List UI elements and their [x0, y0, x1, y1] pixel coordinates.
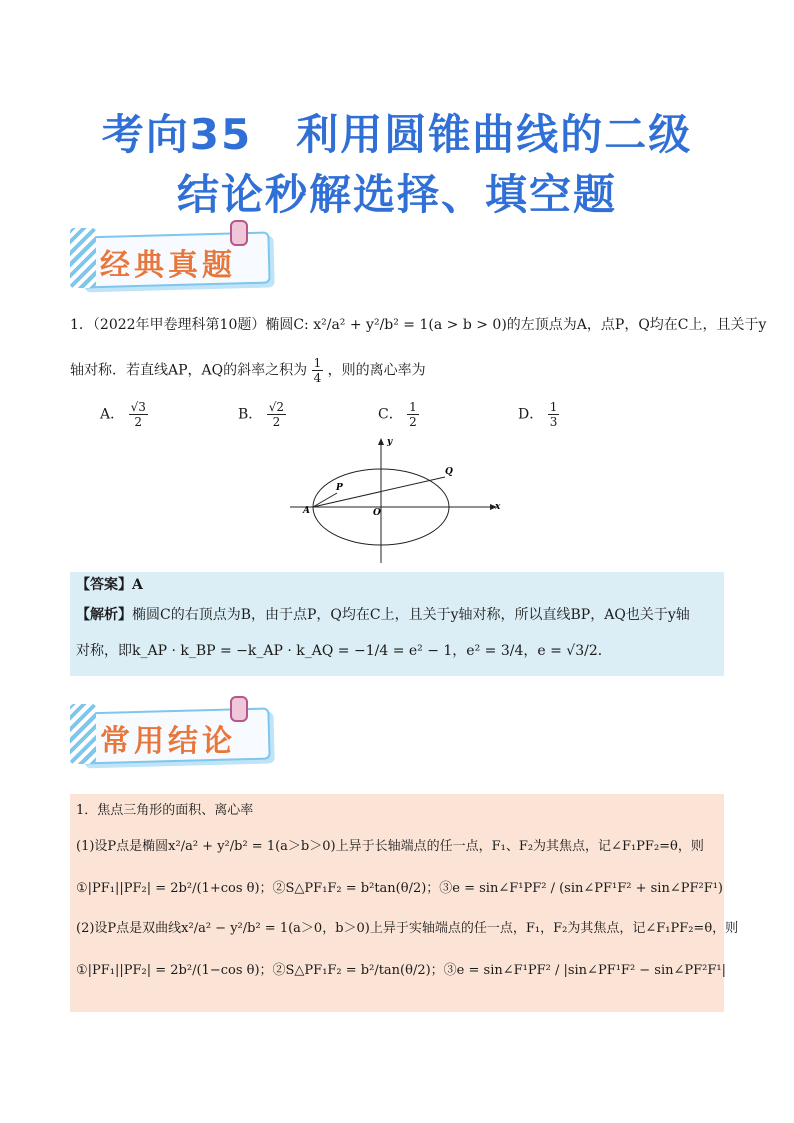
- page-title-line1: 考向35 利用圆锥曲线的二级: [101, 110, 693, 159]
- label-x: x: [495, 502, 501, 512]
- label-p: P: [336, 483, 343, 493]
- fraction-denominator: 4: [313, 371, 322, 385]
- option-c-num: 1: [409, 400, 417, 414]
- conclusion-item2: (2)设P点是双曲线x²/a² − y²/b² = 1(a＞0，b＞0)上异于实轴端点的任一点，F₁，F₂为其焦点，记∠F₁PF₂=θ，则: [76, 921, 739, 936]
- analysis-text1: 椭圆C的右顶点为B，由于点P，Q均在C上，且关于y轴对称，所以直线BP，AQ也关于y轴: [132, 607, 690, 623]
- analysis-tag: 【解析】: [76, 607, 132, 623]
- answer-box: [70, 572, 724, 676]
- option-c-den: 2: [409, 415, 417, 429]
- answer-value: A: [132, 577, 143, 593]
- conclusions-heading: 1．焦点三角形的面积、离心率: [76, 803, 254, 818]
- banner-stripe: [70, 228, 96, 288]
- analysis-line1: [76, 606, 690, 624]
- section-banner-classic: [70, 228, 280, 288]
- option-d: [518, 400, 559, 429]
- section-title-conclusions: 常用结论: [100, 724, 236, 759]
- section-title-classic: 经典真题: [100, 248, 236, 283]
- ellipse-figure: [285, 435, 505, 567]
- fraction-numerator: 1: [313, 356, 322, 370]
- option-b-label: B．: [238, 406, 263, 423]
- question-fraction: [312, 356, 324, 385]
- option-a-label: A．: [100, 406, 125, 423]
- option-c: [378, 400, 419, 429]
- section-banner-conclusions: [70, 704, 280, 764]
- option-c-value: [407, 400, 419, 429]
- option-b-value: [267, 400, 286, 429]
- option-d-label: D．: [518, 406, 544, 423]
- answer-tag: 【答案】: [76, 577, 132, 593]
- option-a-den: 2: [134, 415, 143, 429]
- y-axis-arrow: [378, 438, 384, 445]
- analysis-line2: 对称，即k_AP · k_BP = −k_AP · k_AQ = −1/4 = e² − 1，e² = 3/4，e = √3/2．: [76, 643, 612, 659]
- option-d-den: 3: [549, 415, 558, 429]
- label-a: A: [303, 506, 310, 516]
- label-y: y: [387, 437, 393, 447]
- question-line2: [70, 356, 426, 385]
- line-aq: [313, 477, 445, 507]
- option-b: [238, 400, 286, 429]
- banner-stripe: [70, 704, 96, 764]
- question-line2-pre: 轴对称．若直线AP，AQ的斜率之积为: [70, 362, 308, 379]
- answer-line: [76, 576, 143, 594]
- conclusion-item1-formulas: ①|PF₁||PF₂| = 2b²/(1+cos θ)；②S△PF₁F₂ = b²tan(θ/2)；③e = sin∠F¹PF² / (sin∠PF¹F² + sin∠PF²F¹): [76, 881, 723, 896]
- label-q: Q: [445, 467, 453, 477]
- option-b-num: √2: [268, 400, 285, 414]
- option-d-num: 1: [549, 400, 558, 414]
- page-title-line2: 结论秒解选择、填空题: [176, 170, 617, 219]
- conclusion-item1: (1)设P点是椭圆x²/a² + y²/b² = 1(a＞b＞0)上异于长轴端点的任一点，F₁、F₂为其焦点，记∠F₁PF₂=θ，则: [76, 839, 704, 854]
- option-d-value: [548, 400, 560, 429]
- label-o: O: [373, 508, 381, 518]
- option-a-value: [129, 400, 148, 429]
- option-a-num: √3: [130, 400, 146, 414]
- conclusions-box: [70, 794, 739, 1012]
- question-line1: 1．（2022年甲卷理科第10题）椭圆C: x²/a² + y²/b² = 1(a > b > 0)的左顶点为A，点P，Q均在C上，且关于y: [70, 317, 767, 333]
- option-c-label: C．: [378, 406, 403, 423]
- option-a: [100, 400, 148, 429]
- conclusion-item2-formulas: ①|PF₁||PF₂| = 2b²/(1−cos θ)；②S△PF₁F₂ = b²/tan(θ/2)；③e = sin∠F¹PF² / |sin∠PF¹F² − sin∠PF²F¹|: [76, 963, 726, 978]
- option-b-den: 2: [272, 415, 281, 429]
- question-line2-post: ，则的离心率为: [327, 362, 426, 379]
